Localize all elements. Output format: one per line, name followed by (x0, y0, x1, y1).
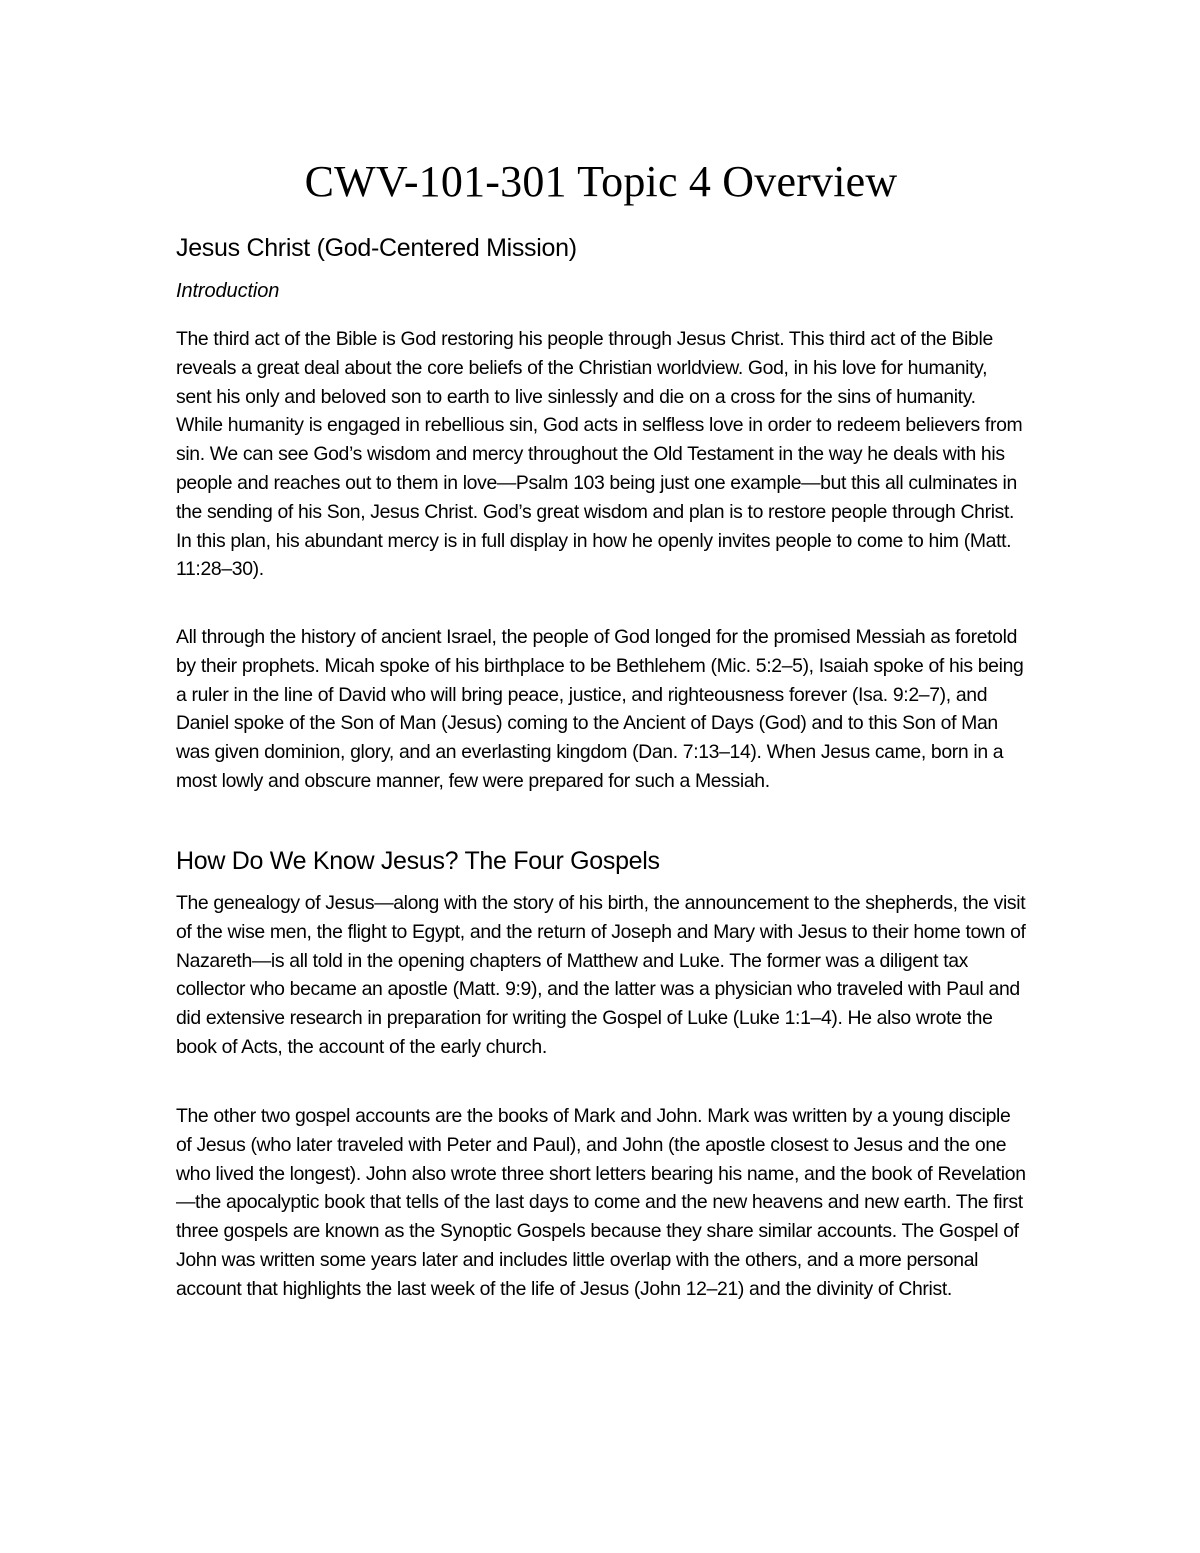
paragraph: The genealogy of Jesus—along with the story of his birth, the announcement to the shepherds, the visit of the wise men, the flight to Egypt, and the return of Joseph and Mary with Jesus to their home town of Nazareth—is all told in the opening chapters of Matthew and Luke. The former was a diligent tax collector who became an apostle (Matt. 9:9), and the latter was a physician who traveled with Paul and did extensive research in preparation for writing the Gospel of Luke (Luke 1:1–4). He also wrote the book of Acts, the account of the early church. (176, 892, 1026, 1058)
section-heading-four-gospels: How Do We Know Jesus? The Four Gospels (176, 847, 660, 875)
section-heading-jesus-christ: Jesus Christ (God-Centered Mission) (176, 234, 577, 262)
paragraph: All through the history of ancient Israel, the people of God longed for the promised Messiah as foretold by their prophets. Micah spoke of his birthplace to be Bethlehem (Mic. 5:2–5), Isaiah spoke of his being a ruler in the line of David who will bring peace, justice, and righteousness forever (Isa. 9:2–7), and Daniel spoke of the Son of Man (Jesus) coming to the Ancient of Days (God) and to this Son of Man was given dominion, glory, and an everlasting kingdom (Dan. 7:13–14). When Jesus came, born in a most lowly and obscure manner, few were prepared for such a Messiah. (176, 626, 1024, 792)
subheading-introduction: Introduction (176, 280, 280, 302)
document-title: CWV-101-301 Topic 4 Overview (304, 157, 898, 206)
paragraph: The other two gospel accounts are the books of Mark and John. Mark was written by a young disciple of Jesus (who later traveled with Peter and Paul), and John (the apostle closest to Jesus and the one who lived the longest). John also wrote three short letters bearing his name, and the book of Revelation—the apocalyptic book that tells of the last days to come and the new heavens and new earth. The first three gospels are known as the Synoptic Gospels because they share similar accounts. The Gospel of John was written some years later and includes little overlap with the others, and a more personal account that highlights the last week of the life of Jesus (John 12–21) and the divinity of Christ. (176, 1105, 1026, 1300)
paragraph: The third act of the Bible is God restoring his people through Jesus Christ. This third act of the Bible reveals a great deal about the core beliefs of the Christian worldview. God, in his love for humanity, sent his only and beloved son to earth to live sinlessly and die on a cross for the sins of humanity. While humanity is engaged in rebellious sin, God acts in selfless love in order to redeem believers from sin. We can see God’s wisdom and mercy throughout the Old Testament in the way he deals with his people and reaches out to them in love—Psalm 103 being just one example—but this all culminates in the sending of his Son, Jesus Christ. God’s great wisdom and plan is to restore people through Christ. In this plan, his abundant mercy is in full display in how he openly invites people to come to him (Matt. 11:28–30). (176, 328, 1023, 581)
